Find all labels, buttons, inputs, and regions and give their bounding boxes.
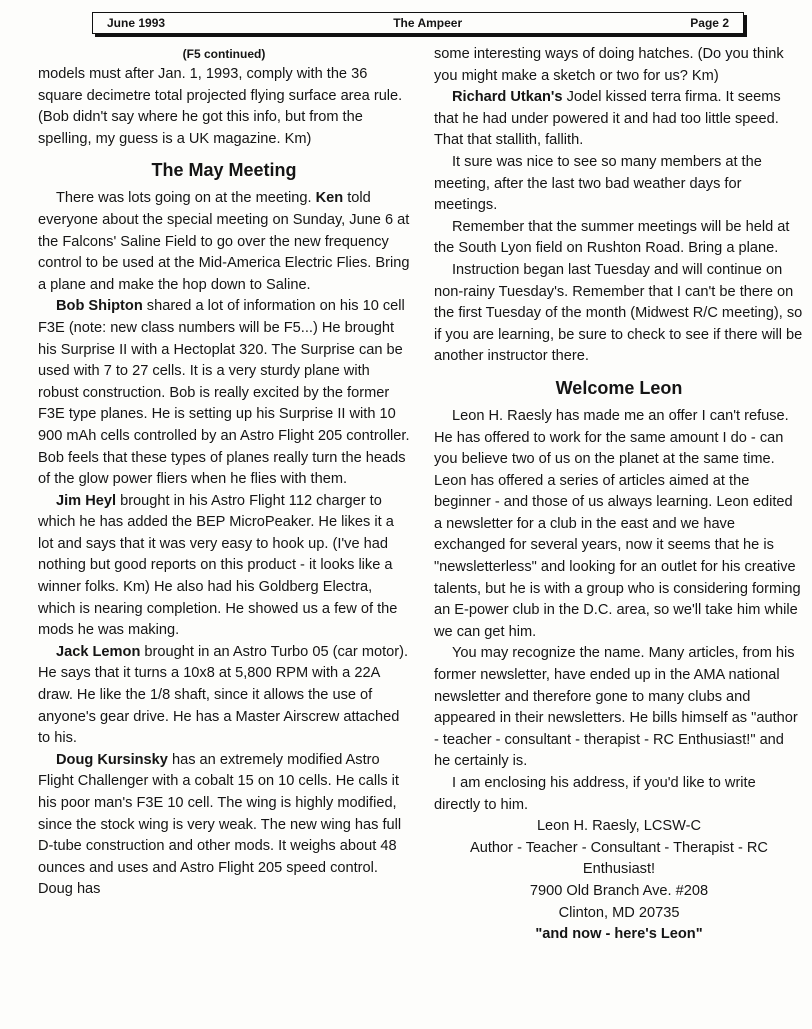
bob-paragraph: [38, 296, 410, 490]
may-meeting-heading: The May Meeting: [151, 160, 297, 181]
name-jim: Jim Heyl: [56, 492, 117, 509]
f5-paragraph: models must after Jan. 1, 1993, comply with the 36 square decimetre total projected flying surface area rule.: [38, 66, 403, 104]
name-doug: Doug Kursinsky: [56, 751, 168, 768]
leon-address-block: [434, 816, 804, 946]
continued-label: (F5 continued): [182, 47, 266, 61]
jim-text: brought in his Astro Flight 112 charger to which he has added the BEP MicroPeaker. He likes it a lot and says that it was very easy to hook up. (I've had nothing but good reports on this product - it looks like a winner folks. Km) He also had his Goldberg Electra, which is nearing completion. He showed us a few of the mods he was making.: [38, 492, 398, 639]
nice-paragraph: It sure was nice to see so many members at the meeting, after the last two bad weather days for meetings.: [434, 153, 762, 214]
summer-paragraph: Remember that the summer meetings will be held at the South Lyon field on Rushton Road. Bring a plane.: [434, 218, 790, 257]
header-date: June 1993: [107, 16, 166, 30]
right-column: [434, 44, 804, 946]
instruction-paragraph: Instruction began last Tuesday and will continue on non-rainy Tuesday's. Remember that I can't be there on the first Tuesday of the month (Midwest R/C meeting), so if you are learning, be sure to check to see if there will be another instructor there.: [434, 261, 803, 365]
leon-paragraph-1: Leon H. Raesly has made me an offer I can't refuse. He has offered to work for the same amount I do - can you believe two of us on the planet at the same time. Leon has offered a series of articles aimed at the beginner - and those of us always learning. Leon edited a newsletter for a club in the east and we have exchanged for several years, now it seems that he is "newsletterless" and looking for an outlet for his creative talents, but he is with a group who is considering forming an E-power club in the D.C. area, so we'll take him while we can get him.: [434, 407, 801, 640]
bob-text: shared a lot of information on his 10 cell F3E (note: new class numbers will be F5...) He brought his Surprise II with a Hectoplat 320. The Surprise can be used with 7 to 27 cells. It is a very sturdy plane with robust construction. Bob is really excited by the former F3E type planes. He is setting up his Surprise II with 10 900 mAh cells controlled by an Astro Flight 205 controller. Bob feels that these types of planes really turn the heads of the glow power fliers when he flies with them.: [38, 298, 410, 488]
header-title: The Ampeer: [393, 16, 463, 30]
address-name: Leon H. Raesly, LCSW-C: [536, 818, 702, 835]
hatch-paragraph: some interesting ways of doing hatches. (Do you think you might make a sketch or two for us? Km): [434, 46, 784, 84]
meeting-text-pre: There was lots going on at the meeting.: [56, 190, 316, 207]
name-bob: Bob Shipton: [56, 298, 143, 315]
doug-text: has an extremely modified Astro Flight Challenger with a cobalt 15 on 10 cells. He calls it his poor man's F3E 10 cell. The wing is highly modified, since the stock wing is very weak. The new wing has full D-tube construction and other mods. It weighs about 48 ounces and uses and Astro Flight 205 speed control. Doug has: [38, 751, 402, 898]
page-header: [92, 12, 744, 34]
header-page: Page 2: [690, 16, 729, 30]
address-tagline: "and now - here's Leon": [535, 926, 703, 943]
jack-text: brought in an Astro Turbo 05 (car motor). He says that it turns a 10x8 at 5,800 RPM with a 22A draw. He like the 1/8 shaft, since it allows the use of anyone's gear drive. He has a Master Airscrew attached to his.: [38, 643, 409, 747]
left-column: [38, 44, 410, 901]
address-title: Author - Teacher - Consultant - Therapist - RC Enthusiast!: [470, 839, 768, 878]
address-street: 7900 Old Branch Ave. #208: [529, 882, 709, 899]
note-paragraph: (Bob didn't say where he got this info, but from the spelling, my guess is a UK magazine. Km): [38, 109, 363, 147]
jim-paragraph: [38, 491, 410, 642]
name-jack: Jack Lemon: [56, 643, 141, 660]
doug-paragraph: [38, 750, 410, 901]
richard-paragraph: [434, 87, 804, 152]
jack-paragraph: [38, 642, 410, 750]
leon-paragraph-3: I am enclosing his address, if you'd like to write directly to him.: [434, 775, 756, 813]
meeting-paragraph: [38, 188, 410, 296]
name-ken: Ken: [315, 190, 344, 207]
leon-paragraph-2: You may recognize the name. Many articles, from his former newsletter, have ended up in the AMA national newsletter and therefore gone to many clubs and appeared in their newsletters. He bills himself as "author - teacher - consultant - therapist - RC Enthusiast!" and he certainly is.: [434, 645, 798, 770]
meeting-text-post: told everyone about the special meeting on Sunday, June 6 at the Falcons' Saline Field to go over the new frequency control to be used at the Mid-America Electric Flies. Bring a plane and make the hop down to Saline.: [38, 190, 410, 293]
richard-text: Jodel kissed terra firma. It seems that he had under powered it and had too little speed. That that stallith, fallith.: [434, 89, 781, 149]
welcome-leon-heading: Welcome Leon: [555, 377, 683, 398]
name-richard: Richard Utkan's: [452, 89, 563, 106]
address-city: Clinton, MD 20735: [558, 904, 680, 921]
